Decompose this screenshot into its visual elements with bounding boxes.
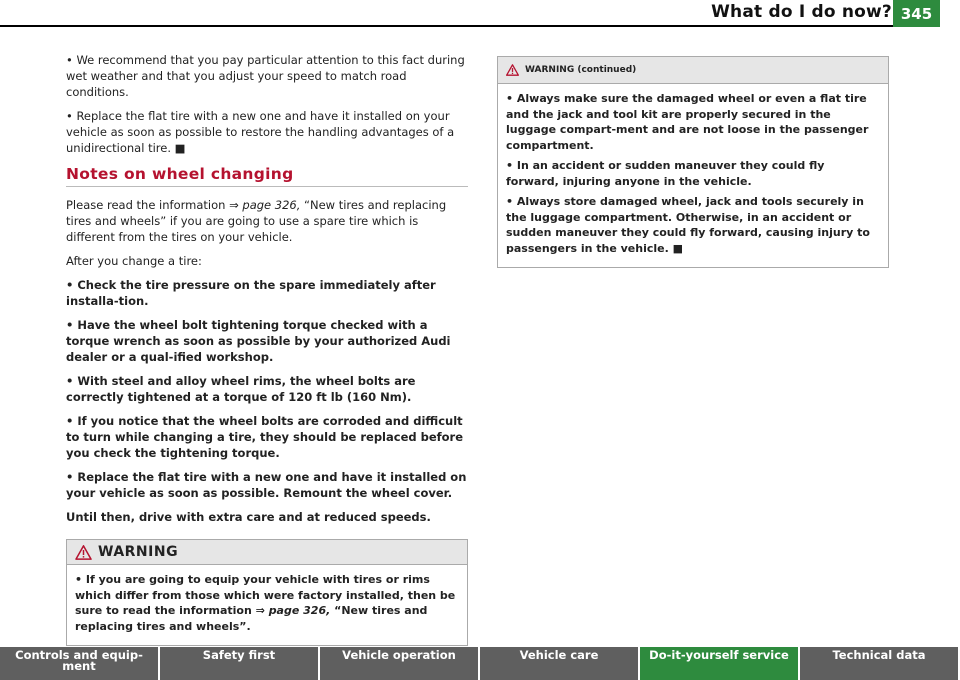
warning-text: Always make sure the damaged wheel or even a flat tire and the jack and tool kit are properly secured in the luggage compart-ment and are not loose in the passenger compartment. [506, 92, 869, 152]
bullet: • [506, 159, 517, 172]
paragraph-wet-weather [66, 52, 468, 100]
warning-text: If you are going to equip your vehicle with tires or rims which differ from those which were factory installed, then be sure to read the information [75, 573, 456, 617]
tab-label: Technical data [832, 648, 926, 662]
warning-item [506, 194, 880, 256]
arrow-icon: ⇒ [255, 604, 269, 617]
page-reference-link[interactable]: page 326, [268, 604, 331, 617]
list-item-text: If you notice that the wheel bolts are corroded and difficult to turn while changing a tire, they should be replaced before you check the tightening torque. [66, 414, 464, 460]
tab-technical-data[interactable] [800, 647, 958, 680]
bullet: • [506, 92, 517, 105]
list-item [66, 413, 468, 461]
bullet: • [66, 414, 78, 428]
tab-vehicle-care[interactable] [480, 647, 638, 680]
tab-label: Vehicle operation [342, 648, 456, 662]
bullet: • [66, 318, 78, 332]
warning-text: In an accident or sudden maneuver they could fly forward, injuring anyone in the vehicle. [506, 159, 825, 188]
paragraph-text: We recommend that you pay particular attention to this fact during wet weather and that you adjust your speed to match road conditions. [66, 53, 465, 99]
paragraph-intro [66, 197, 468, 245]
end-mark: ■ [174, 141, 186, 155]
page-header-title: What do I do now? [711, 2, 892, 22]
bullet: • [66, 109, 77, 123]
arrow-icon: ⇒ [229, 198, 243, 212]
page-reference-link[interactable]: page 326, [242, 198, 301, 212]
bullet: • [506, 195, 517, 208]
list-item-text: Have the wheel bolt tightening torque checked with a torque wrench as soon as possible by your authorized Audi dealer or a qual-ified workshop. [66, 318, 451, 364]
tab-safety-first[interactable] [160, 647, 318, 680]
list-item [66, 277, 468, 309]
warning-text-rest: “New tires and replacing tires and wheels”. [75, 604, 428, 633]
warning-continued-body [498, 84, 888, 267]
tab-label: Safety first [202, 648, 276, 662]
footer-nav [0, 647, 960, 680]
header-rule [0, 25, 940, 27]
tab-label: Vehicle care [519, 648, 599, 662]
bullet: • [75, 573, 86, 586]
list-item-text: Check the tire pressure on the spare immediately after installa-tion. [66, 278, 436, 308]
after-change-label: After you change a tire: [66, 254, 202, 268]
warning-header [67, 540, 467, 565]
warning-triangle-icon [506, 64, 519, 76]
section-heading: Notes on wheel changing [66, 166, 468, 187]
bullet: • [66, 278, 78, 292]
bullet: • [66, 374, 78, 388]
warning-triangle-icon [75, 545, 92, 560]
until-then-note: Until then, drive with extra care and at reduced speeds. [66, 510, 431, 524]
warning-continued-title: WARNING (continued) [525, 65, 637, 75]
right-column [497, 56, 889, 268]
tab-vehicle-operation[interactable] [320, 647, 478, 680]
warning-title: WARNING [98, 544, 179, 560]
intro-text: Please read the information [66, 198, 230, 212]
bullet: • [66, 470, 78, 484]
tab-label: Controls and equip- [15, 648, 143, 662]
warning-body [67, 565, 467, 645]
tab-do-it-yourself-service[interactable] [640, 647, 798, 680]
paragraph-text: Replace the flat tire with a new one and have it installed on your vehicle as soon as possible to restore the handling advantages of a unidirectional tire. [66, 109, 455, 155]
tab-label-line2: ment [62, 659, 96, 673]
warning-continued-box [497, 56, 889, 268]
warning-text: Always store damaged wheel, jack and tools securely in the luggage compartment. Otherwise, in an accident or sudden maneuver they could fly forward, causing injury to passengers in the vehicle. [506, 195, 870, 255]
bullet: • [66, 53, 77, 67]
list-item-text: Replace the flat tire with a new one and have it installed on your vehicle as soon as possible. Remount the wheel cover. [66, 470, 467, 500]
end-mark: ■ [672, 241, 684, 255]
intro-text-rest: “New tires and replacing tires and wheels” if you are going to use a spare tire which is different from the tires on your vehicle. [66, 198, 447, 244]
warning-item [506, 158, 880, 189]
warning-box [66, 539, 468, 646]
warning-item [75, 572, 459, 634]
list-item [66, 373, 468, 405]
page-number: 345 [893, 0, 940, 27]
tab-label: Do-it-yourself service [649, 648, 789, 662]
list-item-text: With steel and alloy wheel rims, the wheel bolts are correctly tightened at a torque of 120 ft lb (160 Nm). [66, 374, 416, 404]
paragraph-replace-tire [66, 108, 468, 156]
list-item [66, 317, 468, 365]
left-column [66, 52, 468, 646]
warning-item [506, 91, 880, 153]
warning-continued-header [498, 57, 888, 84]
list-item [66, 469, 468, 501]
tab-controls-and-equipment[interactable] [0, 647, 158, 680]
